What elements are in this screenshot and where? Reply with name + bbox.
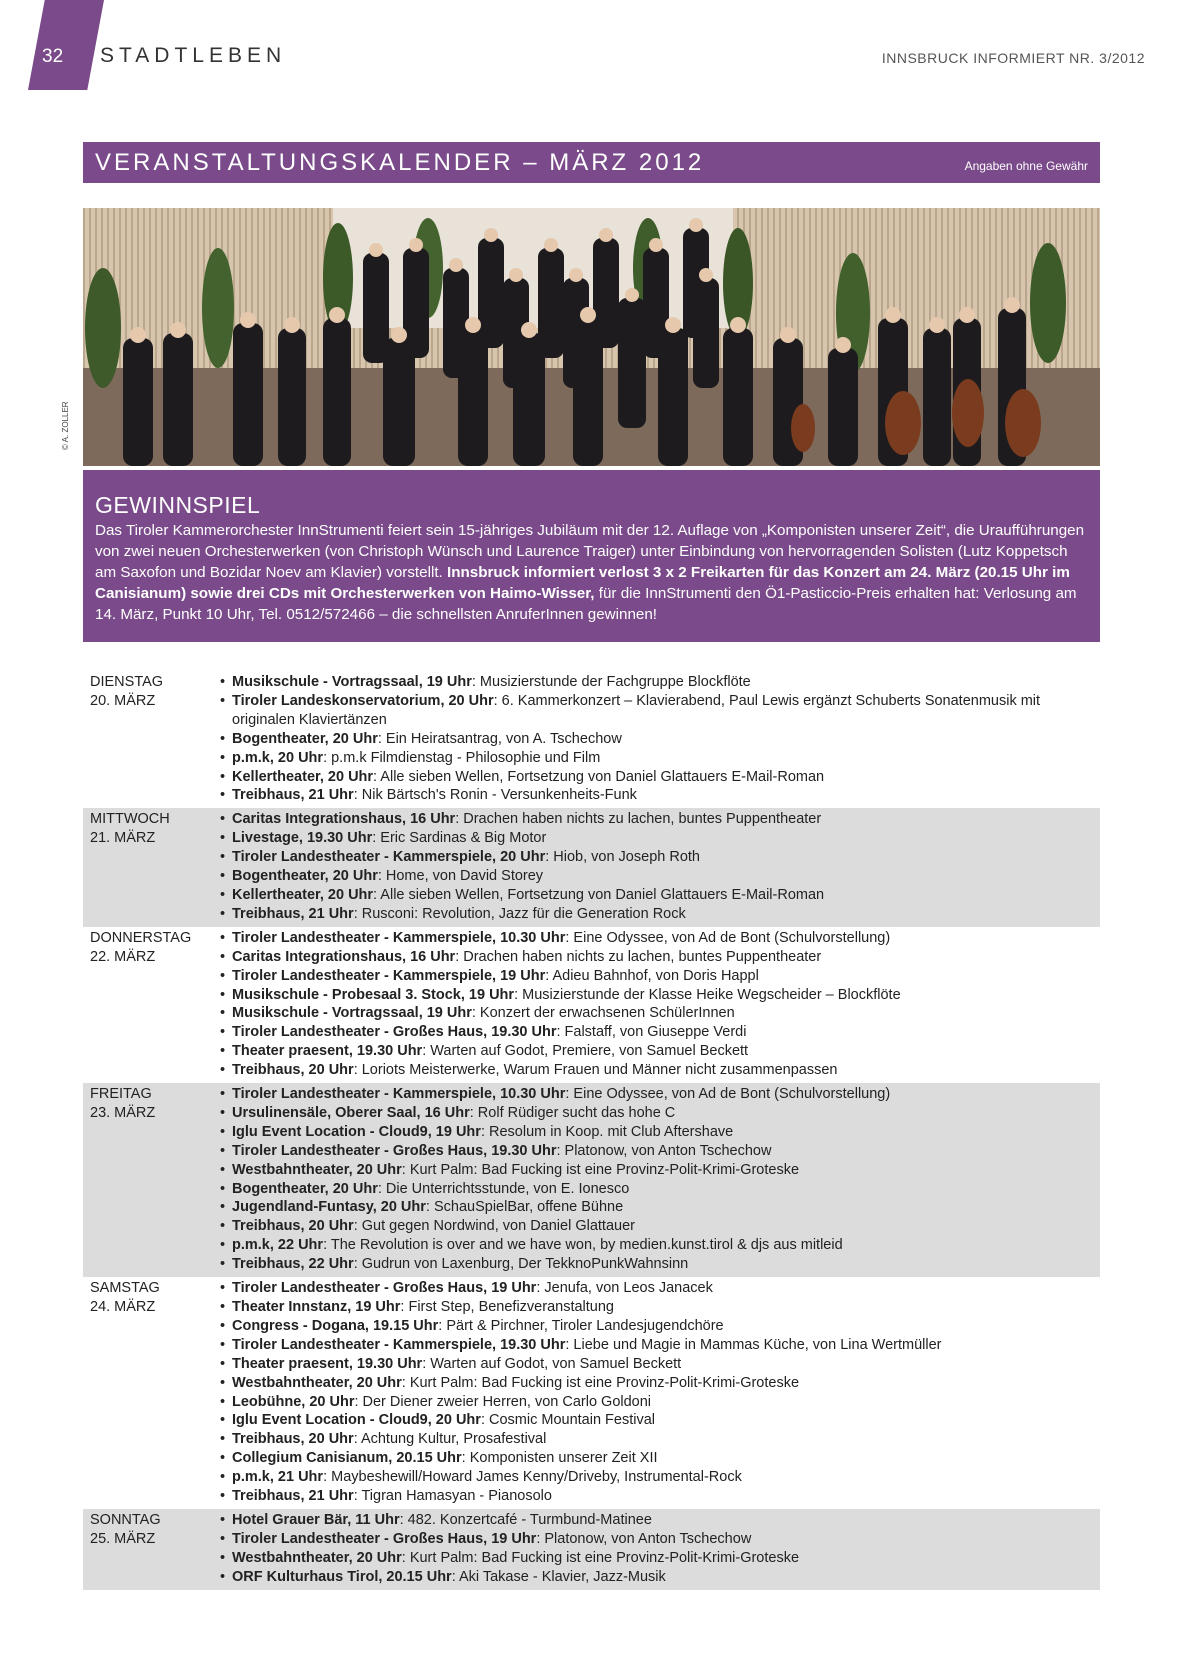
event-description: : Maybeshewill/Howard James Kenny/Driveby, Instrumental-Rock [323, 1469, 742, 1486]
event-venue: Jugendland-Funtasy, 20 Uhr [232, 1199, 426, 1216]
event-venue: Musikschule - Vortragssaal, 19 Uhr [232, 1005, 472, 1022]
contest-text-part-1: Das Tiroler Kammerorchester InnStrumenti feiert sein 15-jähriges Jubiläum mit der 12. Auflage von „Komponisten unserer Zeit“, die Uraufführungen von zwei neuen Orchesterwerken (von Christoph Wünsch und Laurence Traiger) unter Einbindung von hervorragenden Solisten (Lutz Koppetsch am Saxofon und Bozidar Noev am Klavier) vorstellt. [95, 522, 1085, 581]
contest-text-part-2: für die InnStrumenti den Ö1-Pasticcio-Preis erhalten hat: Verlosung am 14. März, Punkt 10 Uhr, Tel. 0512/572466 – die schnellsten AnruferInnen gewinnen! [95, 585, 1077, 623]
date: 24. MÄRZ [90, 1299, 156, 1316]
page-number-tab [28, 0, 104, 90]
event-description: : Nik Bärtsch's Ronin - Versunkenheits-Funk [353, 787, 637, 804]
weekday: FREITAG [90, 1086, 152, 1103]
event-item [220, 1255, 1100, 1274]
event-description: : First Step, Benefizveranstaltung [400, 1299, 614, 1315]
event-description: : Kurt Palm: Bad Fucking ist eine Provinz-Polit-Krimi-Groteske [401, 1374, 800, 1391]
event-venue: Bogentheater, 20 Uhr [232, 730, 378, 747]
event-description: : Resolum in Koop. mit Club Aftershave [480, 1123, 734, 1140]
day-label [90, 673, 220, 805]
event-venue: Tiroler Landestheater - Kammerspiele, 19 Uhr [232, 967, 546, 984]
event-item [220, 730, 1100, 749]
event-item [220, 1004, 1100, 1023]
day-label [90, 1085, 220, 1274]
event-description: : 482. Konzertcafé - Turmbund-Matinee [399, 1511, 652, 1528]
event-item [220, 986, 1100, 1005]
event-description: : p.m.k Filmdienstag - Philosophie und Film [323, 749, 601, 766]
event-description: : Achtung Kultur, Prosafestival [353, 1431, 547, 1448]
event-item [220, 1104, 1100, 1123]
event-item [220, 1549, 1100, 1568]
event-description: : Jenufa, von Leos Janacek [536, 1280, 713, 1297]
event-description: : Pärt & Pirchner, Tiroler Landesjugendchöre [438, 1317, 724, 1334]
event-venue: Treibhaus, 20 Uhr [232, 1431, 354, 1448]
event-item [220, 1487, 1100, 1506]
event-item [220, 1411, 1100, 1430]
event-description: : 6. Kammerkonzert – Klavierabend, Paul Lewis ergänzt Schuberts Sonatenmusik mit originalen Klaviertänzen [232, 692, 1041, 728]
event-item [220, 692, 1100, 730]
event-item [220, 1568, 1100, 1587]
event-venue: Treibhaus, 20 Uhr [232, 1218, 354, 1235]
event-item [220, 810, 1100, 829]
event-venue: Treibhaus, 21 Uhr [232, 787, 354, 804]
weekday: DONNERSTAG [90, 929, 192, 946]
event-venue: Livestage, 19.30 Uhr [232, 830, 373, 847]
event-venue: Treibhaus, 21 Uhr [232, 1488, 354, 1505]
event-description: : Der Diener zweier Herren, von Carlo Goldoni [354, 1393, 652, 1410]
contest-text [95, 520, 1088, 625]
event-venue: Iglu Event Location - Cloud9, 20 Uhr [232, 1412, 481, 1429]
event-description: : SchauSpielBar, offene Bühne [425, 1199, 624, 1216]
event-description: : Tigran Hamasyan - Pianosolo [353, 1488, 552, 1505]
event-item [220, 867, 1100, 886]
calendar-title: VERANSTALTUNGSKALENDER – MÄRZ 2012 [95, 149, 705, 176]
event-venue: Caritas Integrationshaus, 16 Uhr [232, 948, 456, 965]
day-block-wednesday [83, 808, 1100, 926]
event-venue: Treibhaus, 21 Uhr [232, 905, 354, 922]
issue-label: INNSBRUCK INFORMIERT NR. 3/2012 [881, 50, 1145, 66]
event-item [220, 673, 1100, 692]
event-description: : Alle sieben Wellen, Fortsetzung von Daniel Glattauers E-Mail-Roman [373, 886, 825, 903]
day-label [90, 1511, 220, 1587]
event-venue: Theater Innstanz, 19 Uhr [232, 1299, 401, 1315]
event-description: : Drachen haben nichts zu lachen, buntes Puppentheater [455, 948, 822, 965]
event-item [220, 1217, 1100, 1236]
event-description: : Kurt Palm: Bad Fucking ist eine Provinz-Polit-Krimi-Groteske [401, 1161, 800, 1178]
day-label [90, 810, 220, 923]
event-description: : Eine Odyssee, von Ad de Bont (Schulvorstellung) [565, 929, 891, 946]
event-item [220, 768, 1100, 787]
event-description: : The Revolution is over and we have won, by medien.kunst.tirol & djs aus mitleid [323, 1237, 843, 1254]
event-description: : Home, von David Storey [377, 868, 544, 885]
event-item [220, 1355, 1100, 1374]
event-description: : Warten auf Godot, von Samuel Beckett [422, 1355, 682, 1372]
orchestra-photo-illustration [83, 208, 1100, 466]
event-item [220, 929, 1100, 948]
event-item [220, 1161, 1100, 1180]
contest-heading: GEWINNSPIEL [95, 492, 261, 518]
event-item [220, 1236, 1100, 1255]
event-description: : Die Unterrichtsstunde, von E. Ionesco [377, 1180, 630, 1197]
event-item [220, 905, 1100, 924]
event-item [220, 749, 1100, 768]
event-item [220, 1198, 1100, 1217]
event-venue: Westbahntheater, 20 Uhr [232, 1374, 402, 1391]
event-venue: Caritas Integrationshaus, 16 Uhr [232, 811, 456, 828]
event-calendar [83, 671, 1100, 1590]
weekday: DIENSTAG [90, 674, 164, 690]
event-venue: Tiroler Landestheater - Kammerspiele, 20 Uhr [232, 849, 546, 866]
event-description: : Kurt Palm: Bad Fucking ist eine Provinz-Polit-Krimi-Groteske [401, 1549, 800, 1566]
day-block-tuesday [83, 671, 1100, 808]
event-description: : Falstaff, von Giuseppe Verdi [556, 1024, 747, 1041]
event-description: : Musizierstunde der Klasse Heike Wegscheider – Blockflöte [514, 986, 901, 1003]
event-description: : Platonow, von Anton Tschechow [536, 1530, 752, 1547]
event-venue: Collegium Canisianum, 20.15 Uhr [232, 1450, 462, 1467]
event-venue: p.m.k, 21 Uhr [232, 1469, 324, 1486]
event-venue: p.m.k, 20 Uhr [232, 749, 324, 766]
day-block-saturday [83, 1277, 1100, 1509]
event-item [220, 1468, 1100, 1487]
event-description: : Alle sieben Wellen, Fortsetzung von Daniel Glattauers E-Mail-Roman [373, 768, 825, 785]
weekday: MITTWOCH [90, 811, 170, 828]
event-list [220, 1511, 1100, 1587]
contest-text-bold: Innsbruck informiert verlost 3 x 2 Freikarten für das Konzert am 24. März (20.15 Uhr im Canisianum) sowie drei CDs mit Orchesterwerken von Haimo-Wisser, [95, 564, 1070, 602]
event-venue: Iglu Event Location - Cloud9, 19 Uhr [232, 1123, 481, 1140]
event-item [220, 1298, 1100, 1317]
event-list [220, 929, 1100, 1080]
event-description: : Rolf Rüdiger sucht das hohe C [469, 1104, 676, 1121]
event-venue: Tiroler Landestheater - Großes Haus, 19.30 Uhr [232, 1142, 557, 1159]
disclaimer-note: Angaben ohne Gewähr [964, 159, 1088, 173]
event-venue: Ursulinensäle, Oberer Saal, 16 Uhr [232, 1104, 470, 1121]
event-description: : Cosmic Mountain Festival [480, 1412, 655, 1429]
event-list [220, 1085, 1100, 1274]
event-venue: Treibhaus, 20 Uhr [232, 1062, 354, 1079]
event-item [220, 1085, 1100, 1104]
event-venue: Kellertheater, 20 Uhr [232, 886, 374, 903]
event-item [220, 1511, 1100, 1530]
day-block-thursday [83, 927, 1100, 1083]
event-venue: Theater praesent, 19.30 Uhr [232, 1043, 423, 1060]
event-venue: ORF Kulturhaus Tirol, 20.15 Uhr [232, 1568, 452, 1585]
event-item [220, 1279, 1100, 1298]
event-list [220, 810, 1100, 923]
event-venue: Tiroler Landestheater - Kammerspiele, 10.30 Uhr [232, 1086, 566, 1103]
event-description: : Hiob, von Joseph Roth [545, 849, 700, 866]
event-item [220, 1123, 1100, 1142]
day-block-sunday [83, 1509, 1100, 1590]
event-item [220, 848, 1100, 867]
event-item [220, 1023, 1100, 1042]
date: 21. MÄRZ [90, 830, 156, 847]
event-description: : Komponisten unserer Zeit XII [461, 1450, 658, 1467]
event-description: : Rusconi: Revolution, Jazz für die Generation Rock [353, 905, 686, 922]
event-venue: Westbahntheater, 20 Uhr [232, 1549, 402, 1566]
event-item [220, 1393, 1100, 1412]
event-venue: Kellertheater, 20 Uhr [232, 768, 374, 785]
event-description: : Platonow, von Anton Tschechow [556, 1142, 772, 1159]
event-item [220, 1180, 1100, 1199]
event-list [220, 673, 1100, 805]
event-venue: Westbahntheater, 20 Uhr [232, 1161, 402, 1178]
date: 25. MÄRZ [90, 1530, 156, 1547]
photo-credit: © A. ZOLLER [61, 401, 70, 450]
event-description: : Drachen haben nichts zu lachen, buntes Puppentheater [455, 811, 822, 828]
event-description: : Ein Heiratsantrag, von A. Tschechow [377, 730, 622, 747]
event-item [220, 1317, 1100, 1336]
event-venue: Treibhaus, 22 Uhr [232, 1256, 354, 1273]
event-venue: Tiroler Landestheater - Kammerspiele, 10.30 Uhr [232, 929, 566, 946]
event-description: : Eine Odyssee, von Ad de Bont (Schulvorstellung) [565, 1086, 891, 1103]
event-item [220, 1530, 1100, 1549]
event-item [220, 1336, 1100, 1355]
date: 22. MÄRZ [90, 948, 156, 965]
event-description: : Konzert der erwachsenen SchülerInnen [471, 1005, 735, 1022]
date: 23. MÄRZ [90, 1105, 156, 1122]
page-number: 32 [42, 46, 64, 67]
section-title: STADTLEBEN [100, 44, 287, 67]
date: 20. MÄRZ [90, 693, 156, 709]
event-item [220, 786, 1100, 805]
event-description: : Gudrun von Laxenburg, Der TekknoPunkWahnsinn [353, 1256, 689, 1273]
event-item [220, 1374, 1100, 1393]
event-item [220, 886, 1100, 905]
event-description: : Adieu Bahnhof, von Doris Happl [545, 967, 759, 984]
event-venue: Musikschule - Probesaal 3. Stock, 19 Uhr [232, 986, 515, 1003]
event-item [220, 948, 1100, 967]
event-venue: Tiroler Landestheater - Kammerspiele, 19.30 Uhr [232, 1336, 566, 1353]
weekday: SAMSTAG [90, 1280, 160, 1297]
event-item [220, 1061, 1100, 1080]
event-item [220, 829, 1100, 848]
event-item [220, 1449, 1100, 1468]
event-list [220, 1279, 1100, 1506]
event-description: : Warten auf Godot, Premiere, von Samuel Beckett [422, 1043, 749, 1060]
event-venue: Tiroler Landestheater - Großes Haus, 19.30 Uhr [232, 1024, 557, 1041]
day-block-friday [83, 1083, 1100, 1277]
event-venue: Tiroler Landestheater - Großes Haus, 19 Uhr [232, 1530, 537, 1547]
event-venue: Theater praesent, 19.30 Uhr [232, 1355, 423, 1372]
day-label [90, 1279, 220, 1506]
event-item [220, 1042, 1100, 1061]
event-venue: Bogentheater, 20 Uhr [232, 1180, 378, 1197]
event-item [220, 967, 1100, 986]
event-venue: Leobühne, 20 Uhr [232, 1393, 355, 1410]
event-description: : Eric Sardinas & Big Motor [372, 830, 547, 847]
event-description: : Musizierstunde der Fachgruppe Blockflöte [471, 674, 751, 690]
event-venue: Bogentheater, 20 Uhr [232, 868, 378, 885]
event-description: : Gut gegen Nordwind, von Daniel Glattauer [353, 1218, 635, 1235]
event-description: : Loriots Meisterwerke, Warum Frauen und Männer nicht zusammenpassen [353, 1062, 838, 1079]
event-venue: p.m.k, 22 Uhr [232, 1237, 324, 1254]
event-venue: Tiroler Landestheater - Großes Haus, 19 Uhr [232, 1280, 537, 1297]
day-label [90, 929, 220, 1080]
event-description: : Aki Takase - Klavier, Jazz-Musik [451, 1568, 666, 1585]
weekday: SONNTAG [90, 1511, 161, 1528]
event-item [220, 1142, 1100, 1161]
event-venue: Hotel Grauer Bär, 11 Uhr [232, 1511, 400, 1528]
event-venue: Tiroler Landeskonservatorium, 20 Uhr [232, 692, 494, 709]
event-item [220, 1430, 1100, 1449]
contest-box [83, 470, 1100, 642]
event-description: : Liebe und Magie in Mammas Küche, von Lina Wertmüller [565, 1336, 942, 1353]
event-venue: Congress - Dogana, 19.15 Uhr [232, 1317, 439, 1334]
event-venue: Musikschule - Vortragssaal, 19 Uhr [232, 674, 472, 690]
orchestra-photo [83, 208, 1100, 466]
calendar-title-bar [83, 142, 1100, 183]
